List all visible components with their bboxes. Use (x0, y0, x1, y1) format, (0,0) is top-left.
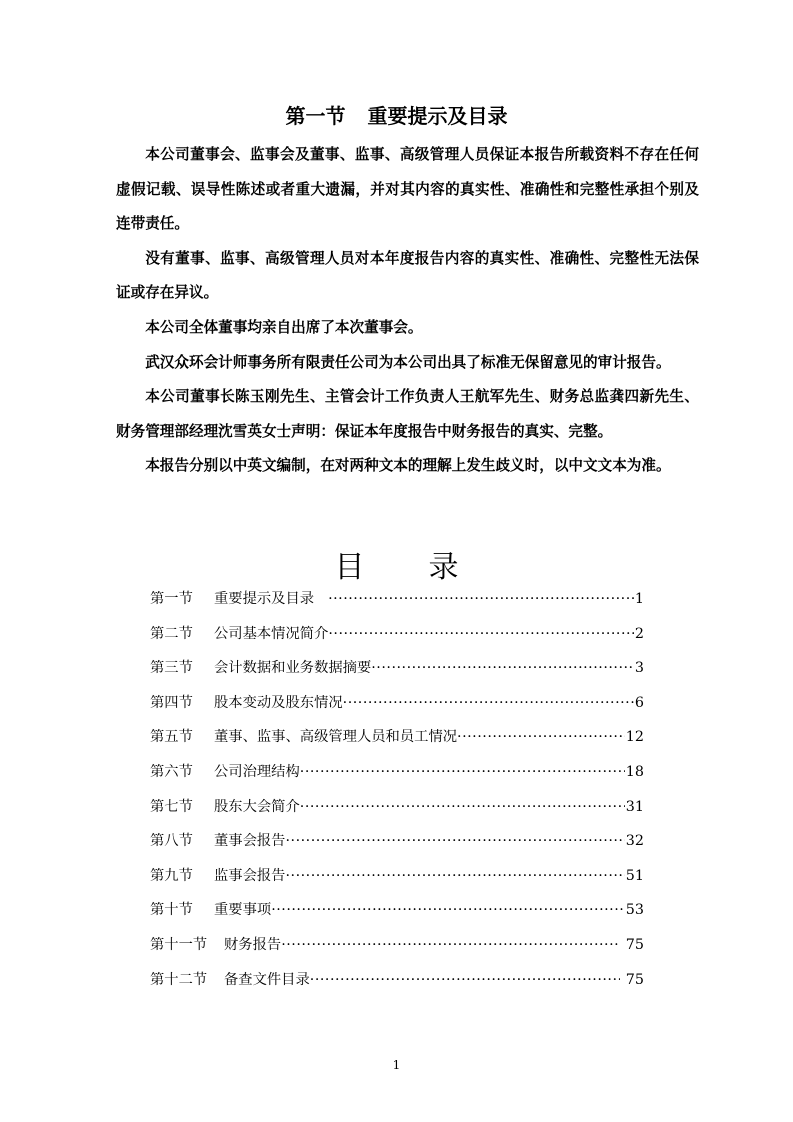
toc-entry-number: 第四节 (150, 694, 193, 711)
toc-entry-name: 会计数据和业务数据摘要 (214, 660, 372, 677)
toc-entry-page: 75 (625, 936, 644, 953)
toc-entry-number: 第七节 (150, 798, 193, 815)
toc-title (0, 542, 793, 586)
toc-entry-number: 第八节 (150, 833, 193, 850)
toc-entry[interactable] (150, 865, 644, 900)
toc-entry-name: 重要事项 (214, 902, 272, 919)
toc-entry-page: 51 (625, 867, 644, 884)
paragraph-no-objection: 没有董事、监事、高级管理人员对本年度报告内容的真实性、准确性、完整性无法保证或存在异议。 (116, 249, 699, 302)
toc-leader-dots (300, 764, 625, 780)
toc-entry-name: 公司基本情况简介 (214, 625, 329, 642)
section-number: 第一节 (285, 104, 346, 128)
toc-leader-dots (271, 902, 625, 918)
toc-entry[interactable] (150, 934, 644, 969)
toc-entry-name: 股东大会简介 (214, 798, 300, 815)
toc-entry-number: 第九节 (150, 867, 193, 884)
toc-leader-dots (371, 660, 634, 676)
toc-entry-number: 第一节 (150, 591, 193, 607)
toc-entry[interactable] (150, 969, 644, 1004)
toc-entry-number: 第十一节 (150, 936, 208, 953)
toc-leader-dots (457, 729, 625, 745)
toc-entry-name: 财务报告 (224, 936, 282, 953)
toc-entry[interactable] (150, 899, 644, 934)
table-of-contents (150, 588, 644, 1003)
toc-title-left: 目 (334, 550, 365, 585)
toc-entry-page: 3 (634, 660, 644, 677)
toc-leader-dots (285, 833, 624, 849)
toc-entry-number: 第十二节 (150, 971, 208, 988)
toc-entry[interactable] (150, 623, 644, 658)
toc-entry-page: 12 (625, 729, 644, 746)
notice-body (116, 138, 699, 484)
toc-entry-page: 6 (634, 694, 644, 711)
toc-title-right: 录 (428, 550, 459, 585)
toc-entry-name: 备查文件目录 (224, 971, 310, 988)
toc-entry-name: 股本变动及股东情况 (214, 694, 343, 711)
paragraph-language: 本报告分别以中英文编制，在对两种文本的理解上发生歧义时，以中文文本为准。 (145, 457, 671, 475)
paragraph-attendance: 本公司全体董事均亲自出席了本次董事会。 (145, 318, 423, 336)
toc-entry-number: 第十节 (150, 902, 193, 919)
toc-entry-page: 32 (625, 833, 644, 850)
toc-entry[interactable] (150, 796, 644, 831)
toc-entry-page: 1 (634, 591, 644, 607)
paragraph-audit: 武汉众环会计师事务所有限责任公司为本公司出具了标准无保留意见的审计报告。 (145, 353, 671, 371)
toc-leader-dots (281, 937, 620, 953)
toc-entry-name: 公司治理结构 (214, 763, 300, 780)
toc-entry-page: 18 (625, 763, 644, 780)
toc-leader-dots (310, 972, 620, 988)
toc-entry-number: 第六节 (150, 763, 193, 780)
toc-entry-number: 第三节 (150, 660, 193, 677)
toc-entry-page: 75 (625, 971, 644, 988)
section-heading: 重要提示及目录 (367, 104, 508, 128)
toc-entry-name: 监事会报告 (214, 867, 286, 884)
toc-entry-page: 31 (625, 798, 644, 815)
paragraph-statement: 本公司董事长陈玉刚先生、主管会计工作负责人王航军先生、财务总监龚四新先生、财务管理部经理沈雪英女士声明：保证本年度报告中财务报告的真实、完整。 (116, 388, 699, 440)
toc-entry-page: 53 (625, 902, 644, 919)
toc-entry-name: 董事会报告 (214, 833, 286, 850)
page-number: 1 (392, 1058, 401, 1072)
toc-entry-page: 2 (634, 625, 644, 642)
toc-entry[interactable] (150, 692, 644, 727)
toc-leader-dots (328, 626, 634, 642)
toc-entry[interactable] (150, 657, 644, 692)
toc-leader-dots (314, 591, 634, 607)
toc-entry[interactable] (150, 726, 644, 761)
toc-entry[interactable] (150, 761, 644, 796)
toc-entry-name: 重要提示及目录 (214, 591, 315, 607)
toc-leader-dots (285, 868, 624, 884)
toc-entry-number: 第五节 (150, 729, 193, 746)
paragraph-responsibility: 本公司董事会、监事会及董事、监事、高级管理人员保证本报告所载资料不存在任何虚假记载、误导性陈述或者重大遗漏，并对其内容的真实性、准确性和完整性承担个别及连带责任。 (116, 146, 699, 233)
toc-leader-dots (300, 799, 625, 815)
toc-entry[interactable] (150, 830, 644, 865)
section-title (0, 100, 793, 129)
toc-entry-number: 第二节 (150, 625, 193, 642)
toc-entry[interactable] (150, 588, 644, 623)
toc-entry-name: 董事、监事、高级管理人员和员工情况 (214, 729, 458, 746)
toc-leader-dots (343, 695, 634, 711)
